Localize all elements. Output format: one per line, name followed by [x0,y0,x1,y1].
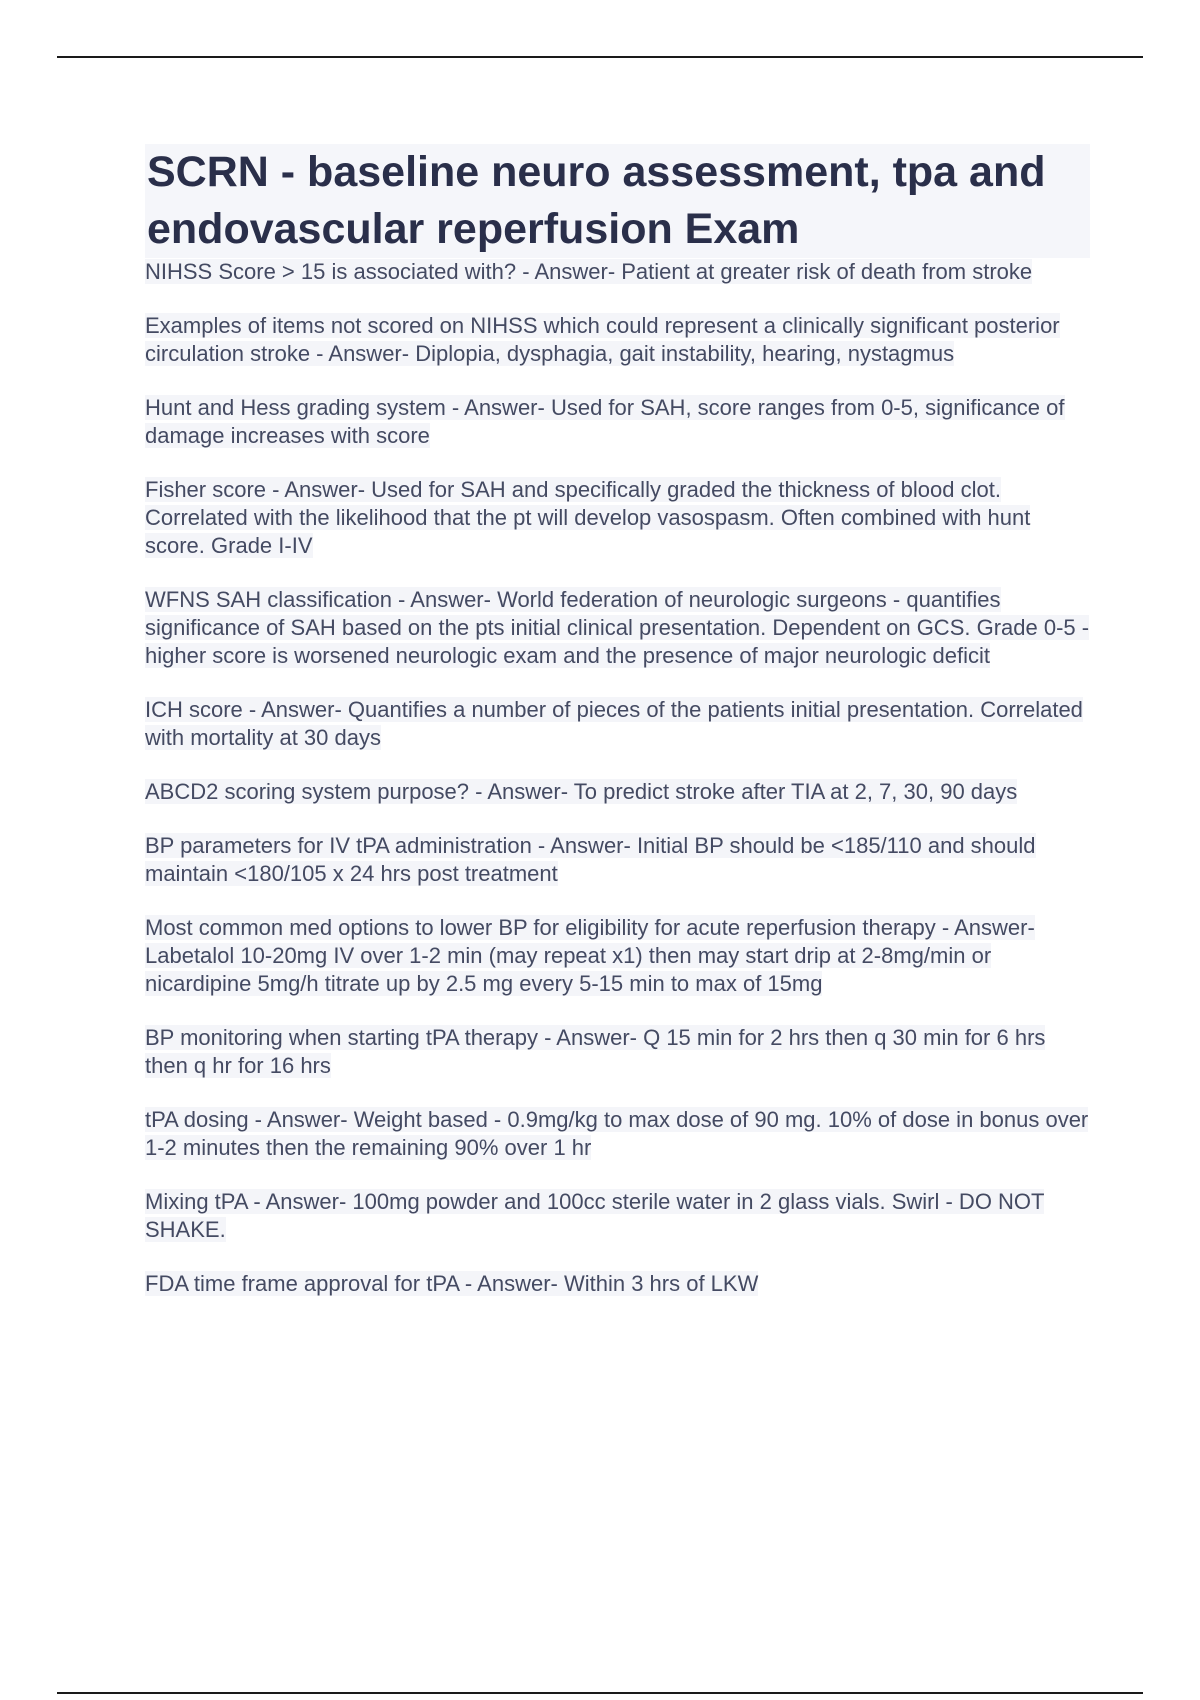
qa-item [145,312,1090,368]
qa-text: WFNS SAH classification - Answer- World federation of neurologic surgeons - quantifies significance of SAH based on the pts initial clinical presentation. Dependent on GCS. Grade 0-5 - higher score is worsened neurologic exam and the presence of major neurologic deficit [145,587,1090,668]
document-title: SCRN - baseline neuro assessment, tpa and endovascular reperfusion Exam [145,144,1090,258]
qa-text: Mixing tPA - Answer- 100mg powder and 100cc sterile water in 2 glass vials. Swirl - DO NOT SHAKE. [145,1189,1045,1242]
qa-item [145,1270,1090,1298]
qa-item [145,586,1090,670]
qa-item [145,1188,1090,1244]
qa-text: Most common med options to lower BP for eligibility for acute reperfusion therapy - Answer- Labetalol 10-20mg IV over 1-2 min (may repeat x1) then may start drip at 2-8mg/min or nicardipine 5mg/h titrate up by 2.5 mg every 5-15 min to max of 15mg [145,915,1035,996]
qa-item [145,832,1090,888]
qa-item [145,476,1090,560]
qa-text: Hunt and Hess grading system - Answer- Used for SAH, score ranges from 0-5, significance of damage increases with score [145,395,1065,448]
qa-text: BP parameters for IV tPA administration - Answer- Initial BP should be <185/110 and should maintain <180/105 x 24 hrs post treatment [145,833,1036,886]
qa-text: ICH score - Answer- Quantifies a number of pieces of the patients initial presentation. Correlated with mortality at 30 days [145,697,1083,750]
qa-item [145,914,1090,998]
qa-text: Examples of items not scored on NIHSS which could represent a clinically significant posterior circulation stroke - Answer- Diplopia, dysphagia, gait instability, hearing, nystagmus [145,313,1060,366]
bottom-rule [57,1692,1143,1694]
qa-text: NIHSS Score > 15 is associated with? - Answer- Patient at greater risk of death from stroke [145,259,1033,284]
top-rule [57,56,1143,58]
qa-item [145,778,1090,806]
qa-item [145,696,1090,752]
qa-text: BP monitoring when starting tPA therapy - Answer- Q 15 min for 2 hrs then q 30 min for 6 hrs then q hr for 16 hrs [145,1025,1046,1078]
qa-item [145,394,1090,450]
qa-text: Fisher score - Answer- Used for SAH and specifically graded the thickness of blood clot. Correlated with the likelihood that the pt will develop vasospasm. Often combined with hunt score. Grade I-IV [145,477,1031,558]
qa-text: tPA dosing - Answer- Weight based - 0.9mg/kg to max dose of 90 mg. 10% of dose in bonus over 1-2 minutes then the remaining 90% over 1 hr [145,1107,1089,1160]
qa-item [145,1024,1090,1080]
qa-list [145,258,1090,1298]
qa-text: ABCD2 scoring system purpose? - Answer- To predict stroke after TIA at 2, 7, 30, 90 days [145,779,1018,804]
qa-text: FDA time frame approval for tPA - Answer- Within 3 hrs of LKW [145,1271,759,1296]
qa-item [145,258,1090,286]
qa-item [145,1106,1090,1162]
document-body [145,144,1090,1324]
